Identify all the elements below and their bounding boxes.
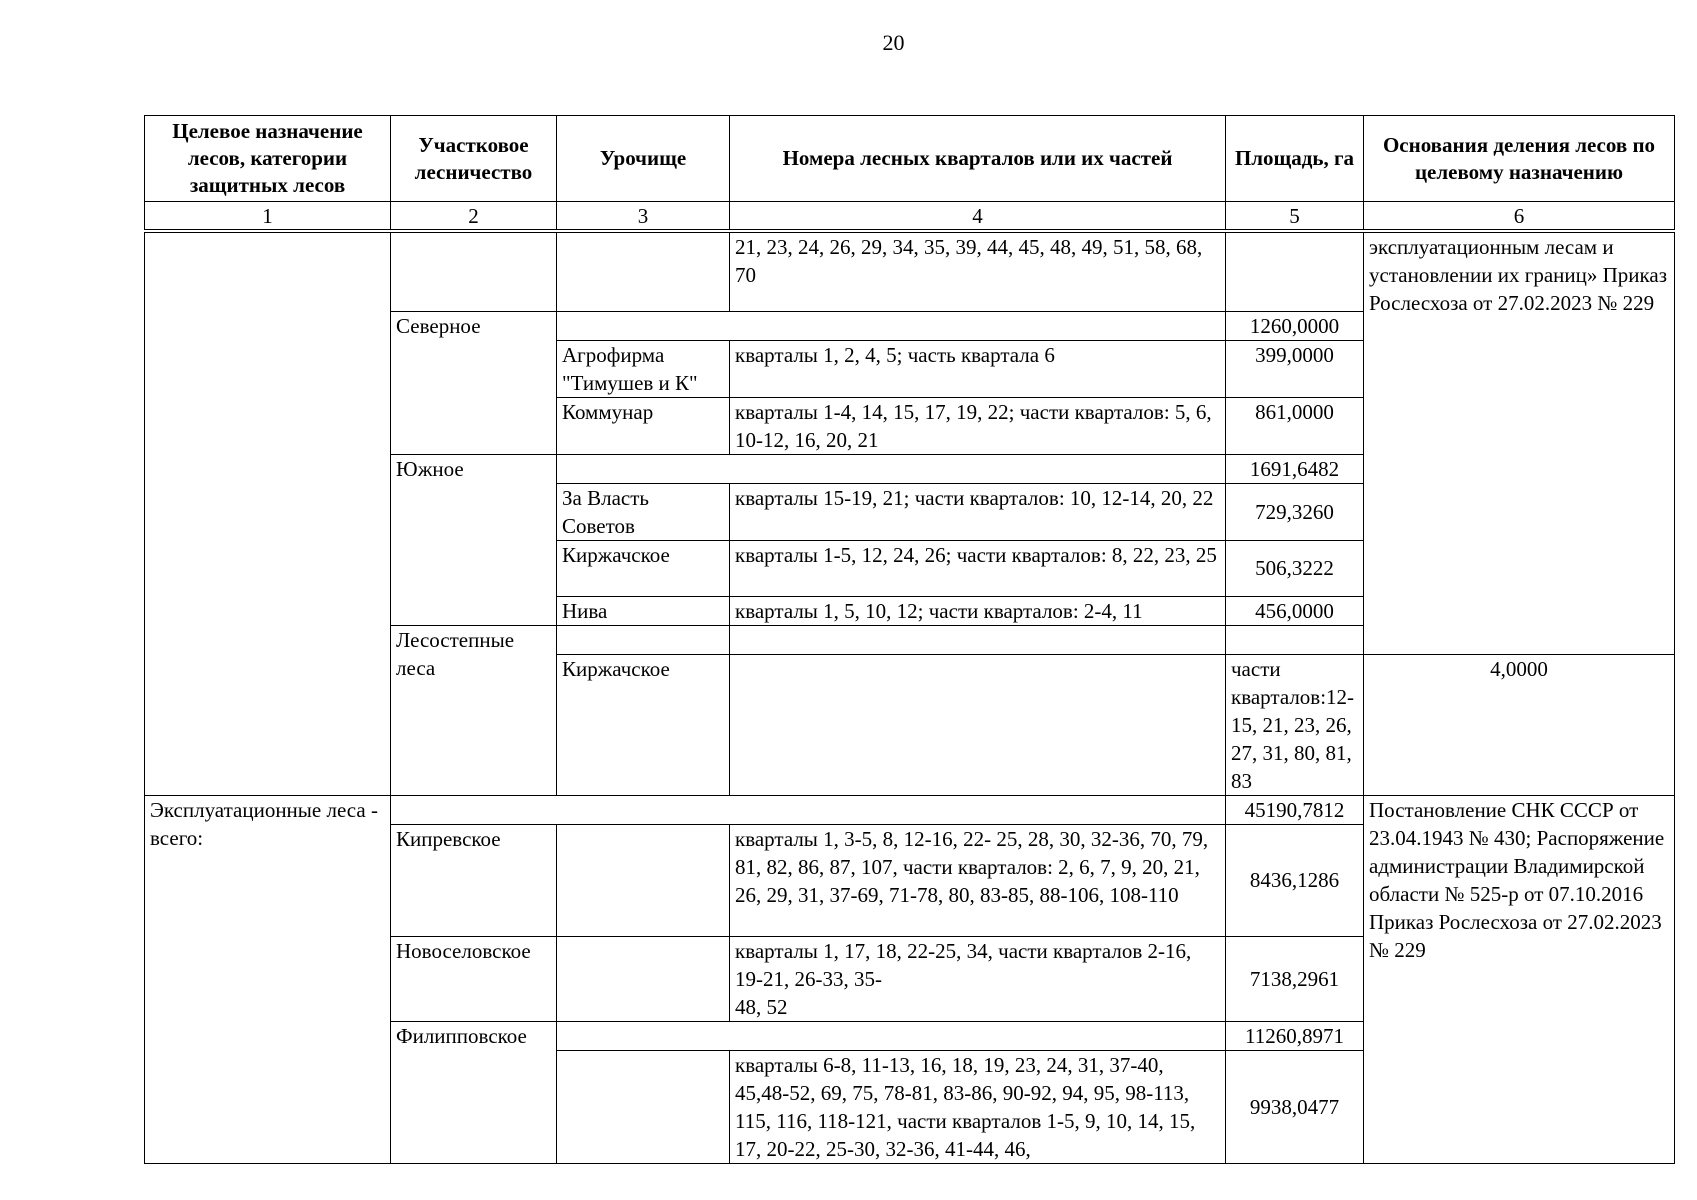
quarters-cell: кварталы 1, 5, 10, 12; части кварталов: 2-4, 11 [730, 596, 1226, 625]
column-number: 6 [1364, 202, 1675, 232]
column-number: 1 [145, 202, 391, 232]
tract-cell: Нива [557, 596, 730, 625]
tract-cell [557, 231, 730, 311]
tract-cell [730, 654, 1226, 795]
area-cell: 729,3260 [1226, 483, 1364, 540]
area-cell: 506,3222 [1226, 540, 1364, 596]
district-cell: Южное [391, 454, 557, 625]
quarters-cell: кварталы 1, 3-5, 8, 12-16, 22- 25, 28, 30, 32-36, 70, 79, 81, 82, 86, 87, 107, части кварталов: 2, 6, 7, 9, 20, 21, 26, 29, 31, 37-69, 71-78, 80, 83-85, 88-106, 108-110 [730, 824, 1226, 936]
column-number: 2 [391, 202, 557, 232]
table-row [145, 231, 1675, 311]
district-cell [391, 231, 557, 311]
area-cell: 11260,8971 [1226, 1021, 1364, 1050]
area-cell: 45190,7812 [1226, 795, 1364, 824]
quarters-line: кварталы 1, 17, 18, 22-25, 34, части кварталов 2-16, 19-21, 26-33, 35- [735, 938, 1192, 991]
area-cell: 456,0000 [1226, 596, 1364, 625]
area-cell: 861,0000 [1226, 397, 1364, 454]
column-number: 5 [1226, 202, 1364, 232]
tract-cell [730, 625, 1226, 654]
area-cell: 4,0000 [1364, 654, 1675, 795]
tract-cell [557, 824, 730, 936]
quarters-cell [730, 936, 1226, 1021]
district-cell: Северное [391, 311, 557, 454]
area-cell: 1260,0000 [1226, 311, 1364, 340]
district-cell: Филипповское [391, 1021, 557, 1163]
header-tract: Урочище [557, 116, 730, 202]
quarters-cell: кварталы 1-4, 14, 15, 17, 19, 22; части кварталов: 5, 6, 10-12, 16, 20, 21 [730, 397, 1226, 454]
basis-cell: Постановление СНК СССР от 23.04.1943 № 430; Распоряжение администрации Владимирской области № 525-р от 07.10.2016 Приказ Рослесхоза от 27.02.2023 № 229 [1364, 795, 1675, 1163]
column-number: 4 [730, 202, 1226, 232]
district-cell: Кипревское [391, 824, 557, 936]
area-cell: 8436,1286 [1226, 824, 1364, 936]
quarters-cell: 21, 23, 24, 26, 29, 34, 35, 39, 44, 45, 48, 49, 51, 58, 68, 70 [730, 231, 1226, 311]
basis-cell: эксплуатационным лесам и установлении их границ» Приказ Рослесхоза от 27.02.2023 № 229 [1364, 231, 1675, 654]
area-cell: 399,0000 [1226, 340, 1364, 397]
header-purpose: Целевое назначение лесов, категории защитных лесов [145, 116, 391, 202]
tract-cell [557, 936, 730, 1021]
header-row [145, 116, 1675, 202]
tract-cell [557, 1050, 730, 1163]
area-cell: 1691,6482 [1226, 454, 1364, 483]
district-cell: Новоселовское [391, 936, 557, 1021]
header-quarters: Номера лесных кварталов или их частей [730, 116, 1226, 202]
header-area: Площадь, га [1226, 116, 1364, 202]
district-cell [557, 625, 730, 654]
quarters-cell: кварталы 15-19, 21; части кварталов: 10, 12-14, 20, 22 [730, 483, 1226, 540]
district-cell: Киржачское [557, 654, 730, 795]
tract-cell: Коммунар [557, 397, 730, 454]
quarters-line: 48, 52 [735, 994, 788, 1019]
quarters-cell: части кварталов:12-15, 21, 23, 26, 27, 31, 80, 81, 83 [1226, 654, 1364, 795]
quarters-cell [557, 1021, 1226, 1050]
quarters-cell [557, 454, 1226, 483]
purpose-cell [145, 231, 391, 795]
table-row [145, 795, 1675, 824]
header-basis: Основания деления лесов по целевому назначению [1364, 116, 1675, 202]
quarters-cell: кварталы 1, 2, 4, 5; часть квартала 6 [730, 340, 1226, 397]
purpose-cell: Эксплуатационные леса - всего: [145, 795, 391, 1163]
quarters-cell: кварталы 6-8, 11-13, 16, 18, 19, 23, 24, 31, 37-40, 45,48-52, 69, 75, 78-81, 83-86, 90-92, 94, 95, 98-113, 115, 116, 118-121, части кварталов 1-5, 9, 10, 14, 15, 17, 20-22, 25-30, 32-36, 41-44, 46, [730, 1050, 1226, 1163]
column-number: 3 [557, 202, 730, 232]
forest-table [144, 115, 1675, 1164]
tract-cell: Агрофирма "Тимушев и К" [557, 340, 730, 397]
column-number-row [145, 202, 1675, 232]
quarters-cell [391, 795, 1226, 824]
area-cell [1226, 231, 1364, 311]
area-cell: 7138,2961 [1226, 936, 1364, 1021]
purpose-cell: Лесостепные леса [391, 625, 557, 795]
header-district: Участковое лесничество [391, 116, 557, 202]
quarters-cell [1226, 625, 1364, 654]
tract-cell: Киржачское [557, 540, 730, 596]
page-number: 20 [882, 30, 905, 55]
area-cell: 9938,0477 [1226, 1050, 1364, 1163]
tract-cell: За Власть Советов [557, 483, 730, 540]
quarters-cell: кварталы 1-5, 12, 24, 26; части кварталов: 8, 22, 23, 25 [730, 540, 1226, 596]
quarters-cell [557, 311, 1226, 340]
